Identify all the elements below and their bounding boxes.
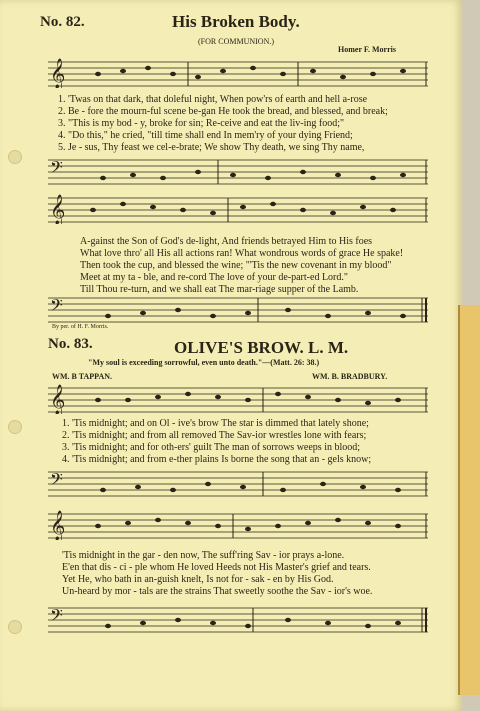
copyright-footnote: By per. of H. F. Morris. xyxy=(52,324,109,330)
music-staff-bass xyxy=(48,604,428,634)
verses-hymn83-part1: 1. 'Tis midnight; and on Ol - ive's brow The star is dimmed that lately shone; 2. 'Tis midnight; and from all removed The Sav-ior wrestles lone with fears; 3. 'Tis midnight; and for oth-ers' guilt The man of sorrows weeps in blood; 4. 'Tis midnight; and from e-ther plains Is borne the song that an - gels know; xyxy=(62,418,372,465)
music-staff-bass xyxy=(48,468,428,498)
music-staff-treble xyxy=(48,194,428,224)
verses-hymn82-part1: 1. 'Twas on that dark, that doleful night, When pow'rs of earth and hell a-rose 2. Be - fore the mourn-ful scene be-gan He took the bread, and blessed, and break; 3. "This is my bod - y, broke for sin; Re-ceive and eat the liv-ing food;" 4. "Do this," he cried, "till time shall end In mem'ry of your dying Friend; 5. Je - sus, Thy feast we cel-e-brate; We show Thy death, we sing Thy name, xyxy=(58,94,388,153)
composer-credit: WM. B. BRADBURY. xyxy=(312,372,388,381)
punch-hole xyxy=(8,620,22,634)
music-staff-bass xyxy=(48,156,428,186)
svg-text:𝄢: 𝄢 xyxy=(50,159,63,181)
verses-hymn82-part2: A-gainst the Son of God's de-light, And friends betrayed Him to His foes What love thro' all His all actions ran! What wondrous words of grace He spake! Then took the cup, and blessed the wine; "'Tis the new covenant in my blood" Meet at my ta - ble, and re-cord The love of your de-part-ed Lord." Till Thou re-turn, and we shall eat The mar-riage supper of the Lamb. xyxy=(80,236,404,295)
hymn-title: OLIVE'S BROW. L. M. xyxy=(174,338,349,357)
hymn-number: No. 83. xyxy=(48,336,93,352)
hymn-subtitle: (FOR COMMUNION.) xyxy=(198,37,275,46)
hymn-number: No. 82. xyxy=(40,14,85,30)
svg-text:𝄞: 𝄞 xyxy=(50,385,66,414)
punch-hole xyxy=(8,420,22,434)
svg-text:𝄢: 𝄢 xyxy=(50,607,63,629)
punch-hole xyxy=(8,150,22,164)
music-staff-bass xyxy=(48,294,428,324)
hymn-title: His Broken Body. xyxy=(172,12,300,31)
music-staff-treble xyxy=(48,58,428,88)
svg-text:𝄢: 𝄢 xyxy=(50,471,63,493)
composer-credit: Homer F. Morris xyxy=(338,45,396,54)
music-staff-treble xyxy=(48,384,428,414)
svg-text:𝄞: 𝄞 xyxy=(50,195,66,224)
music-staff-treble xyxy=(48,510,428,540)
author-credit: WM. B TAPPAN. xyxy=(52,372,112,381)
scripture-epigraph: "My soul is exceeding sorrowful, even unto death."—(Matt. 26: 38.) xyxy=(88,358,320,367)
svg-text:𝄞: 𝄞 xyxy=(50,59,66,88)
verses-hymn83-part2: 'Tis midnight in the gar - den now, The suff'ring Sav - ior prays a-lone. E'en that dis - ci - ple whom He loved Heeds not His Master's grief and tears. Yet He, who bath in an-guish knelt, Is not for - sak - en by His God. Un-heard by mor - tals are the strains That sweetly soothe the Sav - ior's woe. xyxy=(62,550,373,597)
svg-text:𝄞: 𝄞 xyxy=(50,511,66,540)
adjacent-page-edge xyxy=(458,305,480,695)
svg-text:𝄢: 𝄢 xyxy=(50,297,63,319)
